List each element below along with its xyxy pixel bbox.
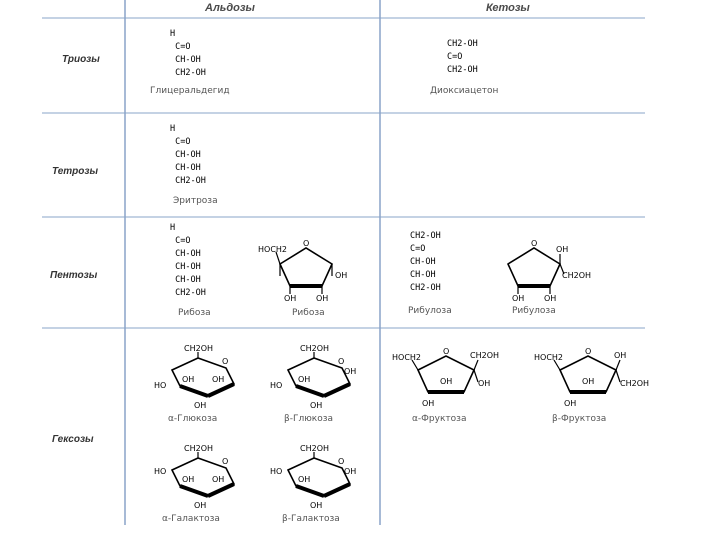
svg-text:OH: OH xyxy=(182,375,195,384)
svg-text:OH: OH xyxy=(310,401,323,410)
svg-text:O: O xyxy=(222,457,229,466)
ribulose-ring-o: O xyxy=(531,239,538,248)
alpha-fructose-ring-structure xyxy=(390,344,512,410)
formula-glyceraldehyde: H C=O CH-OH CH2-OH xyxy=(170,29,206,78)
svg-text:CH2OH: CH2OH xyxy=(300,344,330,353)
svg-text:OH: OH xyxy=(614,351,627,360)
formula-ribose-chain: H C=O CH-OH CH-OH CH-OH CH2-OH xyxy=(170,223,206,298)
caption-dihydroxyacetone: Диоксиацетон xyxy=(430,86,499,96)
ribulose-ring-oh-top: OH xyxy=(556,245,569,254)
svg-text:O: O xyxy=(443,347,450,356)
header-aldoses: Альдозы xyxy=(205,2,255,14)
svg-text:O: O xyxy=(585,347,592,356)
svg-text:CH2OH: CH2OH xyxy=(620,379,650,388)
ribose-ring-oh-bottom-left: OH xyxy=(284,294,297,302)
formula-dihydroxyacetone: CH2-OH C=O CH2-OH xyxy=(447,39,478,75)
svg-text:OH: OH xyxy=(564,399,577,408)
ribulose-ring-oh-bottom-right: OH xyxy=(544,294,557,302)
svg-text:HO: HO xyxy=(154,381,167,390)
svg-text:OH: OH xyxy=(298,375,311,384)
caption-erythrose: Эритроза xyxy=(173,196,218,206)
caption-beta-galactose: β-Галактоза xyxy=(282,514,340,524)
svg-text:OH: OH xyxy=(344,367,357,376)
caption-ribose-chain: Рибоза xyxy=(178,308,211,318)
svg-text:OH: OH xyxy=(212,475,225,484)
caption-alpha-fructose: α-Фруктоза xyxy=(412,414,467,424)
row-label-pentoses: Пентозы xyxy=(50,270,98,281)
caption-ribulose-chain: Рибулоза xyxy=(408,306,452,316)
caption-beta-fructose: β-Фруктоза xyxy=(552,414,607,424)
svg-text:O: O xyxy=(222,357,229,366)
ribose-ring-oh-bottom-right: OH xyxy=(316,294,329,302)
caption-ribose-ring: Рибоза xyxy=(292,308,325,318)
ribulose-ring-oh-bottom-left: OH xyxy=(512,294,525,302)
svg-text:OH: OH xyxy=(440,377,453,386)
alpha-glucose-ring-structure xyxy=(154,344,246,410)
svg-text:OH: OH xyxy=(194,501,207,510)
svg-text:OH: OH xyxy=(182,475,195,484)
svg-text:OH: OH xyxy=(310,501,323,510)
header-ketoses: Кетозы xyxy=(486,2,530,14)
svg-text:CH2OH: CH2OH xyxy=(300,444,330,453)
row-label-tetroses: Тетрозы xyxy=(52,166,99,177)
svg-text:OH: OH xyxy=(344,467,357,476)
svg-text:O: O xyxy=(338,357,345,366)
formula-ribulose-chain: CH2-OH C=O CH-OH CH-OH CH2-OH xyxy=(410,231,441,293)
row-label-hexoses: Гексозы xyxy=(52,434,94,445)
ribose-ring-o: O xyxy=(303,239,310,248)
svg-text:OH: OH xyxy=(582,377,595,386)
alpha-galactose-ring-structure xyxy=(154,444,246,510)
row-label-trioses: Триозы xyxy=(62,54,100,65)
svg-text:O: O xyxy=(338,457,345,466)
ribulose-ring-ch2oh: CH2OH xyxy=(562,271,592,280)
svg-text:OH: OH xyxy=(298,475,311,484)
svg-text:OH: OH xyxy=(422,399,435,408)
svg-text:CH2OH: CH2OH xyxy=(184,344,214,353)
beta-glucose-ring-structure xyxy=(270,344,362,410)
svg-text:CH2OH: CH2OH xyxy=(470,351,500,360)
caption-beta-glucose: β-Глюкоза xyxy=(284,414,334,424)
ribose-ring-oh-right: OH xyxy=(335,271,348,280)
svg-text:CH2OH: CH2OH xyxy=(184,444,214,453)
svg-text:HOCH2: HOCH2 xyxy=(392,353,422,362)
caption-ribulose-ring: Рибулоза xyxy=(512,306,556,316)
svg-text:HOCH2: HOCH2 xyxy=(534,353,564,362)
svg-text:HO: HO xyxy=(270,467,283,476)
ribulose-ring-structure xyxy=(498,238,608,302)
ribose-ring-structure xyxy=(258,238,358,302)
formula-erythrose: H C=O CH-OH CH-OH CH2-OH xyxy=(170,124,206,186)
caption-alpha-galactose: α-Галактоза xyxy=(162,514,220,524)
svg-text:HO: HO xyxy=(270,381,283,390)
svg-text:OH: OH xyxy=(478,379,491,388)
beta-fructose-ring-structure xyxy=(532,344,656,410)
beta-galactose-ring-structure xyxy=(270,444,362,510)
ribose-ring-hoch2: HOCH2 xyxy=(258,245,288,254)
caption-glyceraldehyde: Глицеральдегид xyxy=(150,86,230,96)
caption-alpha-glucose: α-Глюкоза xyxy=(168,414,218,424)
svg-text:OH: OH xyxy=(212,375,225,384)
svg-text:HO: HO xyxy=(154,467,167,476)
svg-text:OH: OH xyxy=(194,401,207,410)
